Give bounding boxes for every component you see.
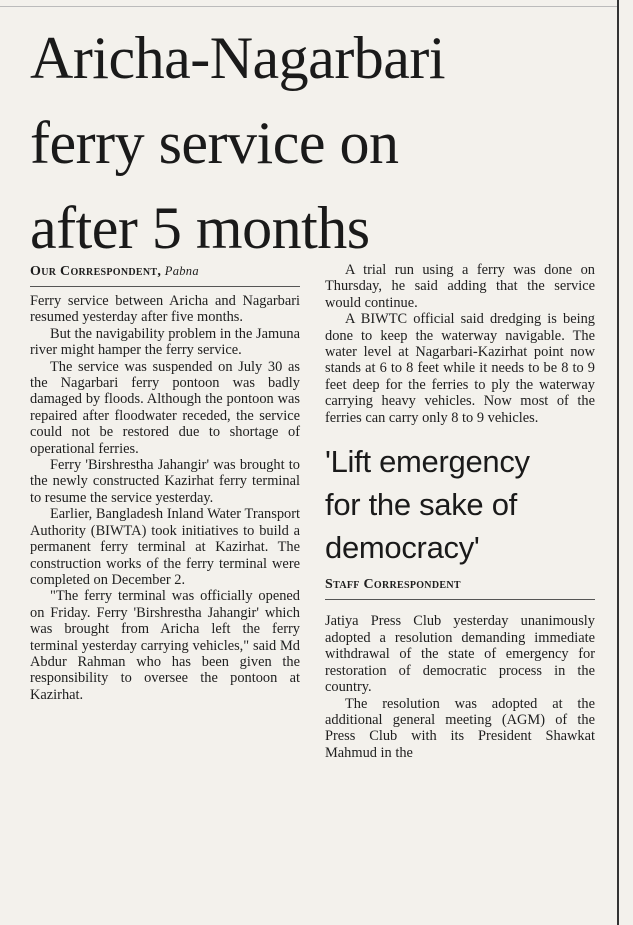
second-article-headline	[325, 440, 595, 569]
byline-place: Pabna	[164, 264, 199, 278]
column-rule	[617, 0, 619, 925]
article-paragraph: But the navigability problem in the Jamuna river might hamper the ferry service.	[30, 325, 300, 359]
byline-name: Our Correspondent,	[30, 264, 162, 279]
article-paragraph: A BIWTC official said dredging is being done to keep the waterway navigable. The water level at Nagarbari-Kazirhat point now stands at 6 to 8 feet while it needs to be 8 to 9 feet deep for the ferries to ply the waterway carrying heavy vehicles. Now most of the ferries can carry only 8 to 9 vehicles.	[325, 311, 595, 426]
headline-line: 'Lift emergency	[325, 444, 530, 480]
article-paragraph: Ferry service between Aricha and Nagarbari resumed yesterday after five months.	[30, 293, 300, 326]
headline-line: democracy'	[325, 530, 480, 566]
byline	[30, 262, 300, 287]
article-paragraph: A trial run using a ferry was done on Thursday, he said adding that the service would continue.	[325, 262, 595, 311]
headline-line: after 5 months	[30, 195, 370, 261]
article-column-left	[30, 262, 300, 703]
article-paragraph: The resolution was adopted at the additional general meeting (AGM) of the Press Club with its President Shawkat Mahmud in the	[325, 695, 595, 761]
article-paragraph: Ferry 'Birshrestha Jahangir' was brought to the newly constructed Kazirhat ferry terminal to resume the service yesterday.	[30, 457, 300, 506]
top-rule	[0, 6, 617, 7]
article-column-right	[325, 262, 595, 761]
article-paragraph: Jatiya Press Club yesterday unanimously adopted a resolution demanding immediate withdrawal of the state of emergency for restoration of democratic process in the country.	[325, 613, 595, 696]
headline-line: for the sake of	[325, 487, 517, 523]
article-paragraph: Earlier, Bangladesh Inland Water Transport Authority (BIWTA) took initiatives to build a permanent ferry terminal at Kazirhat. The construction works of the ferry terminal were completed on December 2.	[30, 506, 300, 588]
article-paragraph: The service was suspended on July 30 as the Nagarbari ferry pontoon was badly damaged by floods. Although the pontoon was repaired after floodwater receded, the service could not be restored due to shortage of operational ferries.	[30, 358, 300, 457]
article-headline	[30, 16, 615, 271]
headline-line: Aricha-Nagarbari	[30, 25, 446, 91]
article-paragraph: "The ferry terminal was officially opened on Friday. Ferry 'Birshrestha Jahangir' which was brought from Aricha left the ferry terminal yesterday carrying vehicles," said Md Abdur Rahman who has been given the responsibility to oversee the pontoon at Kazirhat.	[30, 588, 300, 703]
staff-byline: Staff Correspondent	[325, 577, 595, 600]
headline-line: ferry service on	[30, 110, 399, 176]
